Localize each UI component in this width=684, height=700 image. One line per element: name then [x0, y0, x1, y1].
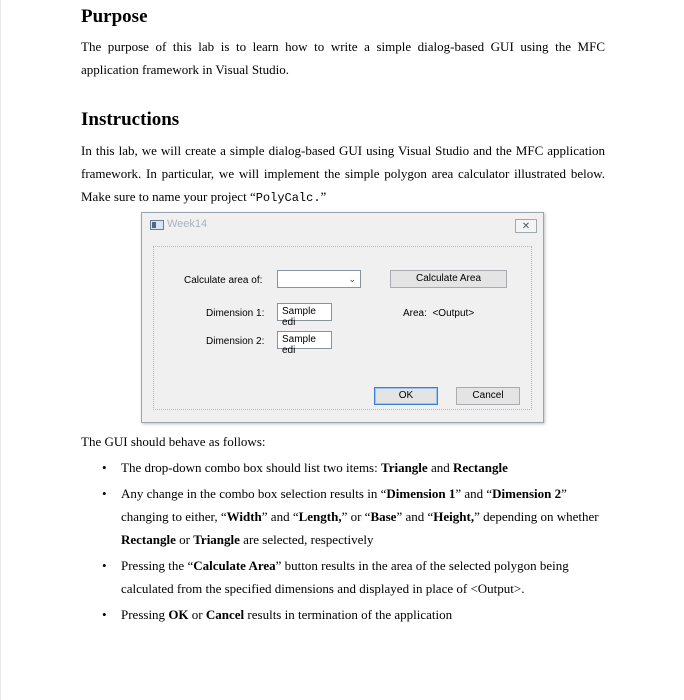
text: ” or “ [341, 509, 371, 524]
text: Pressing [121, 607, 169, 622]
text: or [188, 607, 206, 622]
dimension1-input[interactable]: Sample edi [277, 303, 332, 321]
bold-text: Rectangle [121, 532, 176, 547]
text: or [175, 532, 194, 547]
list-item [100, 603, 605, 626]
text: ” changing to either, “ [121, 486, 567, 524]
text: and [427, 460, 453, 475]
bold-text: Width [226, 509, 262, 524]
calculate-area-label: Calculate area of: [184, 275, 263, 286]
list-item [100, 456, 605, 479]
bold-text: Dimension 1 [386, 486, 456, 501]
dialog-title: Week14 [167, 218, 208, 230]
text: Any change in the combo box selection results in “ [121, 486, 387, 501]
purpose-paragraph: The purpose of this lab is to learn how to write a simple dialog-based GUI using the MFC application framework in Visual Studio. [81, 39, 605, 77]
bullet: • [102, 558, 107, 573]
bold-text: Length, [298, 509, 342, 524]
bold-text: Height, [433, 509, 475, 524]
text: results in termination of the application [244, 607, 453, 622]
dimension2-input[interactable]: Sample edi [277, 331, 332, 349]
instructions-text: In this lab, we will create a simple dialog-based GUI using Visual Studio and the MFC application framework. In particular, we will implement the simple polygon area calculator illustrated below. Make sure to name your project “ [81, 143, 605, 204]
text: are selected, respectively [239, 532, 374, 547]
area-label-text: Area: [403, 308, 427, 319]
calculate-area-button[interactable]: Calculate Area [390, 270, 507, 288]
text: ” and “ [396, 509, 434, 524]
project-name: PolyCalc. [255, 191, 321, 205]
bold-text: Triangle [193, 532, 240, 547]
shape-combo-box[interactable] [277, 270, 361, 288]
bold-text: Calculate Area [193, 558, 276, 573]
instructions-paragraph [81, 139, 605, 210]
dialog-titlebar [142, 213, 543, 237]
bullet: • [102, 486, 107, 501]
behavior-list [100, 456, 605, 629]
list-item [100, 482, 605, 551]
dialog-screenshot [141, 212, 544, 423]
bold-text: Rectangle [452, 460, 508, 475]
text: ” and “ [261, 509, 299, 524]
text: ” button results in the area of the selected polygon being calculated from the specified dimensions and displayed in place of <Output>. [121, 558, 569, 596]
text: ” and “ [455, 486, 493, 501]
bold-text: Base [370, 509, 397, 524]
area-label [403, 308, 474, 319]
page-edge-line [0, 0, 1, 700]
close-icon[interactable]: ✕ [515, 219, 537, 233]
chevron-down-icon[interactable]: ⌄ [348, 274, 356, 284]
bold-text: Dimension 2 [492, 486, 562, 501]
text: Pressing the “ [121, 558, 194, 573]
text: ” depending on whether [474, 509, 599, 524]
dimension1-label: Dimension 1: [206, 308, 265, 319]
behavior-intro: The GUI should behave as follows: [81, 434, 266, 449]
list-item [100, 554, 605, 600]
bullet: • [102, 460, 107, 475]
bold-text: OK [168, 607, 189, 622]
instructions-heading: Instructions [81, 109, 180, 130]
bold-text: Cancel [205, 607, 245, 622]
cancel-button[interactable]: Cancel [456, 387, 520, 405]
bold-text: Triangle [380, 460, 428, 475]
ok-button[interactable]: OK [374, 387, 438, 405]
bullet: • [102, 607, 107, 622]
area-output: <Output> [432, 308, 475, 319]
text: The drop-down combo box should list two items: [121, 460, 381, 475]
dialog-client-area [153, 246, 532, 410]
instructions-close-quote: ” [320, 189, 327, 204]
purpose-heading: Purpose [81, 6, 148, 27]
dimension2-label: Dimension 2: [206, 336, 265, 347]
app-window-icon [150, 220, 164, 230]
